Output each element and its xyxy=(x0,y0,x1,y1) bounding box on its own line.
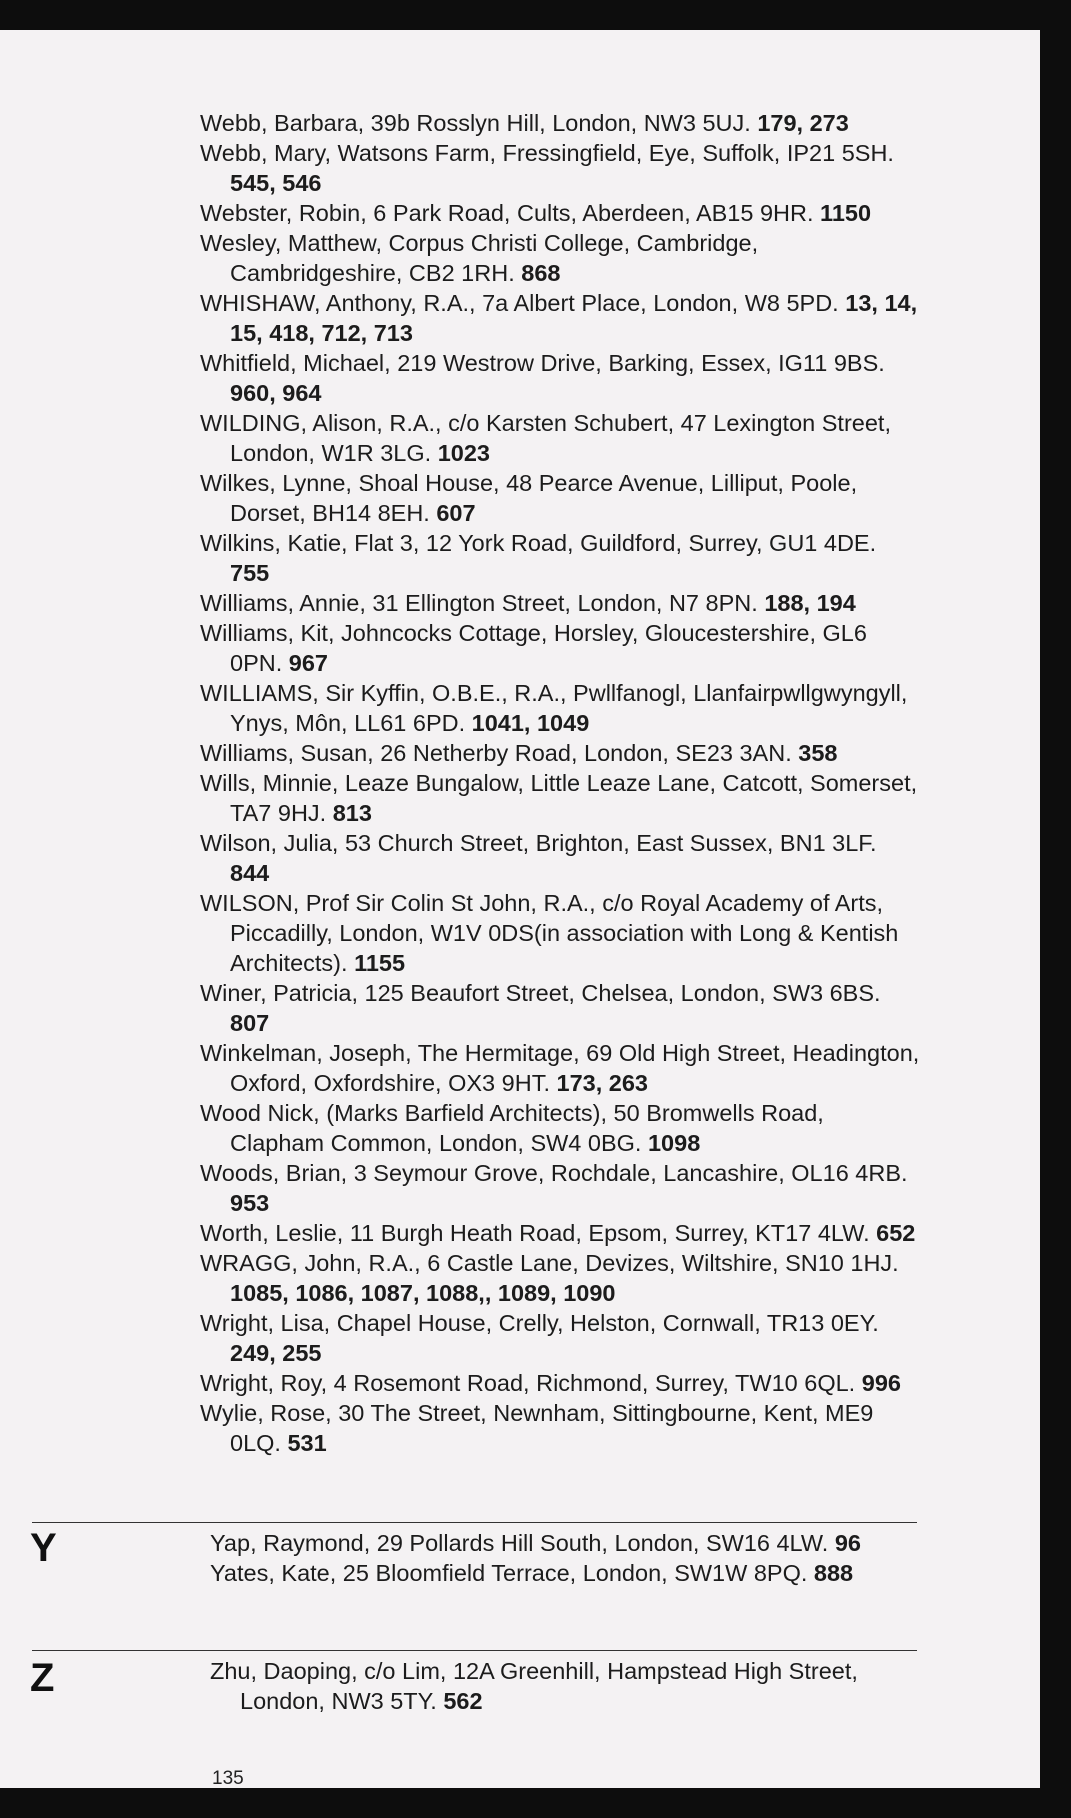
page xyxy=(0,30,1040,1788)
page-number: 135 xyxy=(212,1768,244,1789)
entry-catalogue-numbers: 652 xyxy=(876,1220,916,1246)
index-entry xyxy=(200,678,920,738)
index-entry xyxy=(200,348,920,408)
entry-text: Whitfield, Michael, 219 Westrow Drive, Barking, Essex, IG11 9BS. xyxy=(200,350,885,376)
entry-text: Worth, Leslie, 11 Burgh Heath Road, Epsom, Surrey, KT17 4LW. xyxy=(200,1220,877,1246)
entry-catalogue-numbers: 562 xyxy=(443,1688,483,1714)
entry-catalogue-numbers: 1023 xyxy=(437,440,490,466)
entry-text: Williams, Susan, 26 Netherby Road, London, SE23 3AN. xyxy=(200,740,799,766)
entry-catalogue-numbers: 358 xyxy=(798,740,838,766)
entry-catalogue-numbers: 1150 xyxy=(820,200,872,226)
z-section-letter: Z xyxy=(30,1656,55,1700)
entry-text: WRAGG, John, R.A., 6 Castle Lane, Devizes, Wiltshire, SN10 1HJ. xyxy=(200,1250,899,1276)
z-entries xyxy=(210,1656,920,1716)
entry-text: Williams, Kit, Johncocks Cottage, Horsley, Gloucestershire, GL6 0PN. xyxy=(200,620,867,676)
index-entry xyxy=(200,588,920,618)
y-section-rule xyxy=(32,1522,917,1523)
index-entry xyxy=(200,528,920,588)
index-entry xyxy=(200,828,920,888)
entry-catalogue-numbers: 813 xyxy=(332,800,372,826)
index-entry xyxy=(200,138,920,198)
entry-catalogue-numbers: 531 xyxy=(287,1430,327,1456)
entry-catalogue-numbers: 868 xyxy=(521,260,561,286)
w-entries xyxy=(200,108,920,1458)
entry-catalogue-numbers: 1098 xyxy=(647,1130,701,1156)
index-entry xyxy=(200,108,920,138)
index-entry xyxy=(200,1308,920,1368)
entry-text: Webb, Barbara, 39b Rosslyn Hill, London, NW3 5UJ. xyxy=(200,110,758,136)
entry-text: WHISHAW, Anthony, R.A., 7a Albert Place, London, W8 5PD. xyxy=(200,290,846,316)
entry-catalogue-numbers: 1155 xyxy=(354,950,406,976)
entry-catalogue-numbers: 607 xyxy=(436,500,476,526)
entry-text: Wood Nick, (Marks Barfield Architects), 50 Bromwells Road, Clapham Common, London, SW4 0BG. xyxy=(200,1100,824,1156)
y-entries xyxy=(210,1528,920,1588)
entry-text: Wills, Minnie, Leaze Bungalow, Little Leaze Lane, Catcott, Somerset, TA7 9HJ. xyxy=(200,770,918,826)
entry-catalogue-numbers: 173, 263 xyxy=(556,1070,648,1096)
entry-catalogue-numbers: 844 xyxy=(230,860,270,886)
entry-text: Winkelman, Joseph, The Hermitage, 69 Old High Street, Headington, Oxford, Oxfordshire, OX3 9HT. xyxy=(200,1040,920,1096)
index-entry xyxy=(200,888,920,978)
entry-catalogue-numbers: 96 xyxy=(834,1530,861,1556)
entry-text: Wilkins, Katie, Flat 3, 12 York Road, Guildford, Surrey, GU1 4DE. xyxy=(200,530,877,556)
index-entry xyxy=(200,1218,920,1248)
entry-text: Woods, Brian, 3 Seymour Grove, Rochdale, Lancashire, OL16 4RB. xyxy=(200,1160,908,1186)
entry-catalogue-numbers: 179, 273 xyxy=(757,110,849,136)
entry-text: Zhu, Daoping, c/o Lim, 12A Greenhill, Hampstead High Street, London, NW3 5TY. xyxy=(210,1658,858,1714)
entry-catalogue-numbers: 888 xyxy=(813,1560,854,1586)
entry-text: WILLIAMS, Sir Kyffin, O.B.E., R.A., Pwllfanogl, Llanfairpwllgwyngyll, Ynys, Môn, LL61 6PD. xyxy=(200,680,908,736)
z-section-rule xyxy=(32,1650,917,1651)
entry-catalogue-numbers: 188, 194 xyxy=(764,590,856,616)
entry-catalogue-numbers: 996 xyxy=(861,1370,901,1396)
index-entry xyxy=(200,468,920,528)
entry-text: Wright, Lisa, Chapel House, Crelly, Helston, Cornwall, TR13 0EY. xyxy=(200,1310,879,1336)
index-entry xyxy=(200,1158,920,1218)
index-entry xyxy=(200,1368,920,1398)
entry-text: Wilson, Julia, 53 Church Street, Brighton, East Sussex, BN1 3LF. xyxy=(200,830,877,856)
entry-catalogue-numbers: 13, 14, 15, 418, 712, 713 xyxy=(230,290,918,346)
index-entry xyxy=(200,408,920,468)
entry-catalogue-numbers: 967 xyxy=(288,650,328,676)
entry-text: Wilkes, Lynne, Shoal House, 48 Pearce Avenue, Lilliput, Poole, Dorset, BH14 8EH. xyxy=(200,470,858,526)
index-entry xyxy=(200,738,920,768)
index-entry xyxy=(200,1248,920,1308)
entry-text: Wylie, Rose, 30 The Street, Newnham, Sittingbourne, Kent, ME9 0LQ. xyxy=(200,1400,874,1456)
entry-text: Webb, Mary, Watsons Farm, Fressingfield, Eye, Suffolk, IP21 5SH. xyxy=(200,140,894,166)
entry-text: Yap, Raymond, 29 Pollards Hill South, London, SW16 4LW. xyxy=(210,1530,835,1556)
entry-text: Winer, Patricia, 125 Beaufort Street, Chelsea, London, SW3 6BS. xyxy=(200,980,881,1006)
entry-text: WILSON, Prof Sir Colin St John, R.A., c/o Royal Academy of Arts, Piccadilly, London, W1V 0DS(in association with Long & Kentish Architects). xyxy=(200,890,899,976)
index-entry xyxy=(210,1558,920,1588)
index-entry xyxy=(200,618,920,678)
index-entry xyxy=(200,228,920,288)
entry-catalogue-numbers: 1041, 1049 xyxy=(471,710,590,736)
index-entry xyxy=(210,1528,920,1558)
entry-catalogue-numbers: 960, 964 xyxy=(230,380,322,406)
index-entry xyxy=(200,768,920,828)
index-entry xyxy=(200,1098,920,1158)
entry-text: Williams, Annie, 31 Ellington Street, London, N7 8PN. xyxy=(200,590,765,616)
entry-catalogue-numbers: 807 xyxy=(230,1010,270,1036)
entry-catalogue-numbers: 545, 546 xyxy=(230,170,322,196)
entry-text: Yates, Kate, 25 Bloomfield Terrace, London, SW1W 8PQ. xyxy=(210,1560,814,1586)
index-entry xyxy=(200,1398,920,1458)
entry-text: Wright, Roy, 4 Rosemont Road, Richmond, Surrey, TW10 6QL. xyxy=(200,1370,862,1396)
index-entry xyxy=(200,288,920,348)
entry-text: Wesley, Matthew, Corpus Christi College, Cambridge, Cambridgeshire, CB2 1RH. xyxy=(200,230,759,286)
entry-catalogue-numbers: 249, 255 xyxy=(230,1340,322,1366)
index-entry xyxy=(210,1656,920,1716)
entry-catalogue-numbers: 1085, 1086, 1087, 1088,, 1089, 1090 xyxy=(230,1280,616,1306)
index-entry xyxy=(200,1038,920,1098)
index-entry xyxy=(200,198,920,228)
entry-text: WILDING, Alison, R.A., c/o Karsten Schubert, 47 Lexington Street, London, W1R 3LG. xyxy=(200,410,891,466)
entry-text: Webster, Robin, 6 Park Road, Cults, Aberdeen, AB15 9HR. xyxy=(200,200,821,226)
y-section-letter: Y xyxy=(30,1526,57,1570)
index-entry xyxy=(200,978,920,1038)
entry-catalogue-numbers: 755 xyxy=(230,560,270,586)
entry-catalogue-numbers: 953 xyxy=(230,1190,270,1216)
